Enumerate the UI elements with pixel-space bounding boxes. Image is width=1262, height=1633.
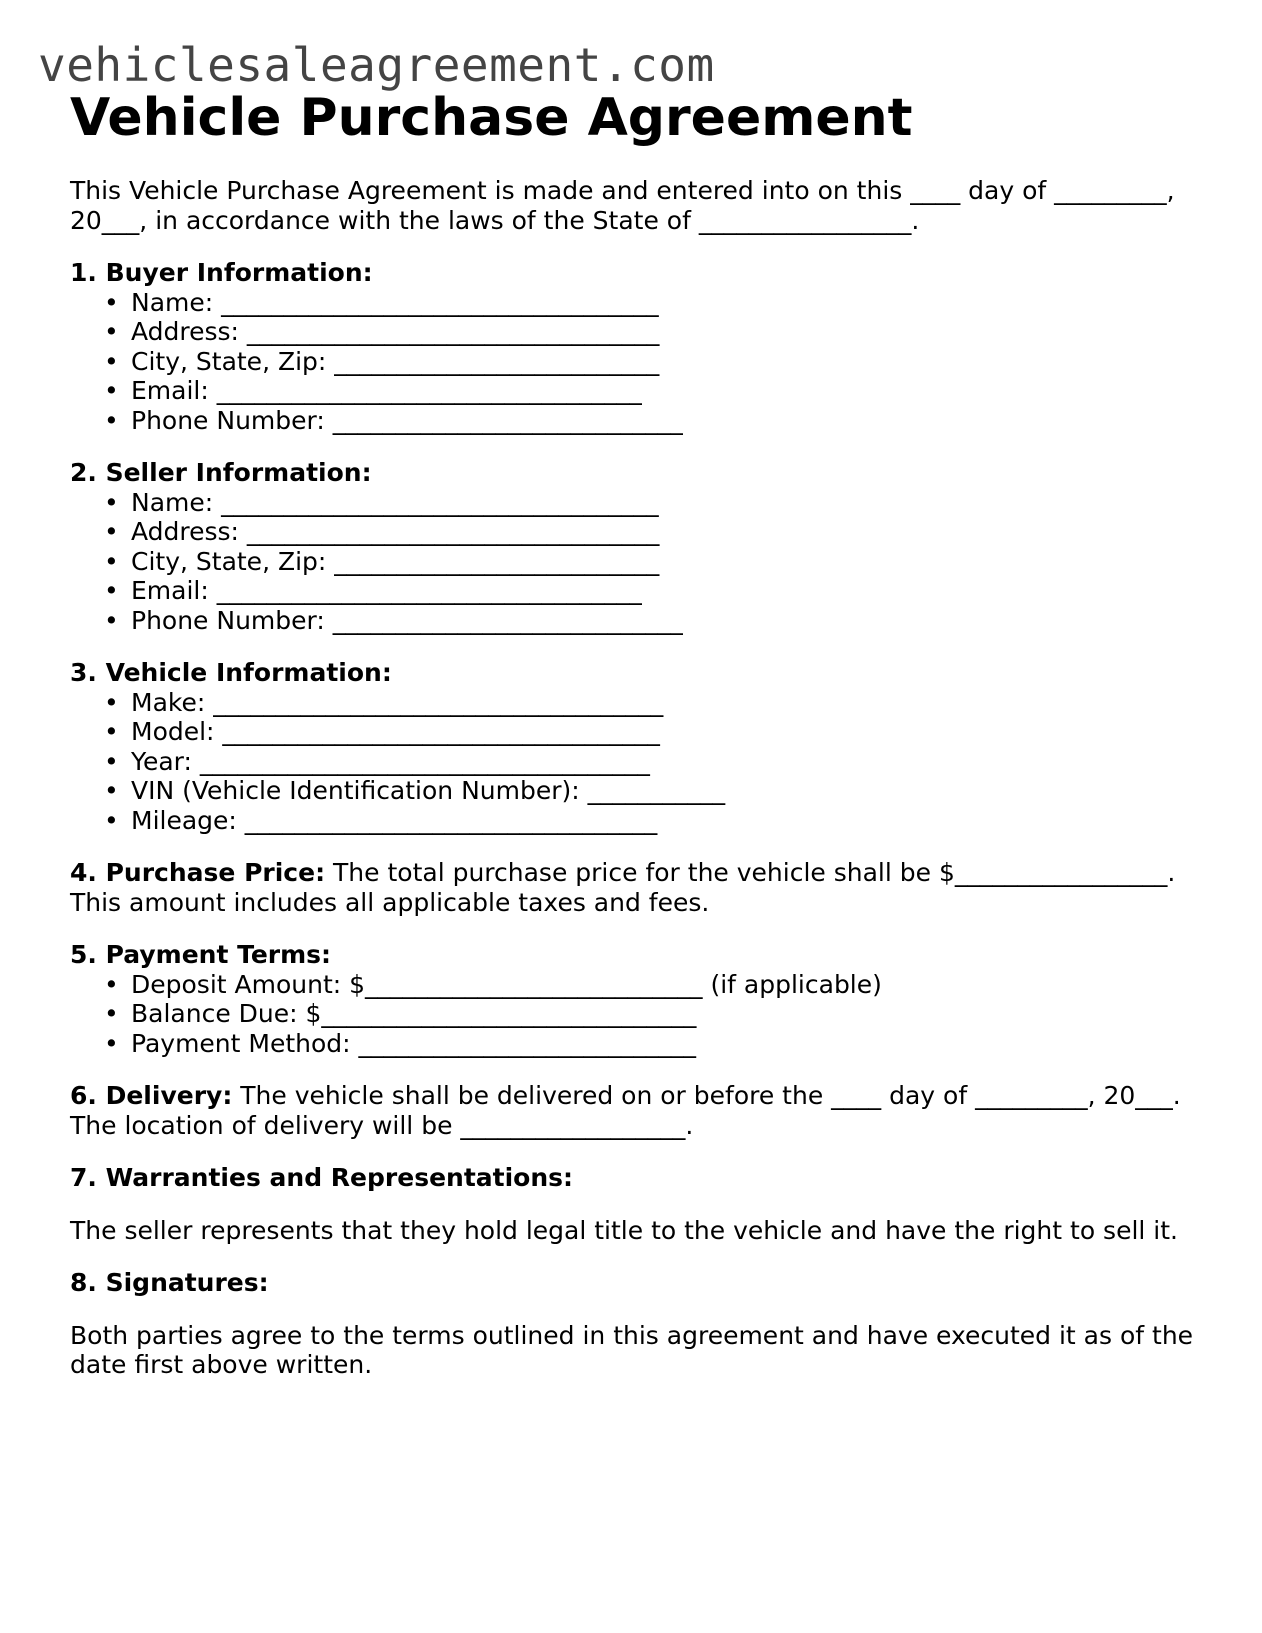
buyer-address-field[interactable] <box>70 317 1200 347</box>
delivery-date-text[interactable]: The vehicle shall be delivered on or before the ____ day of _________, 20___. <box>232 1081 1181 1110</box>
field-label: Email: __________________________________ <box>131 576 642 605</box>
intro-paragraph <box>70 176 1200 235</box>
seller-field-list <box>70 488 1200 636</box>
delivery-heading: 6. Delivery: <box>70 1081 233 1110</box>
signatures-line-1: Both parties agree to the terms outlined in this agreement and have executed it as of the <box>70 1320 1194 1350</box>
vehicle-mileage-field[interactable] <box>70 806 1200 836</box>
signatures-paragraph <box>70 1321 1200 1380</box>
purchase-price-section <box>70 858 1200 917</box>
field-label: City, State, Zip: __________________________ <box>131 546 660 576</box>
field-label: Model: ___________________________________ <box>131 717 660 746</box>
payment-field-list <box>70 970 1200 1059</box>
field-label: City, State, Zip: __________________________ <box>131 346 660 376</box>
bullet: • <box>104 487 119 517</box>
buyer-name-field[interactable] <box>70 288 1200 318</box>
seller-address-field[interactable] <box>70 517 1200 547</box>
field-label: Year: ____________________________________ <box>131 746 650 776</box>
bullet: • <box>104 746 119 776</box>
vehicle-make-field[interactable] <box>70 688 1200 718</box>
bullet: • <box>104 546 119 576</box>
bullet: • <box>104 517 119 546</box>
bullet: • <box>104 805 119 835</box>
bullet: • <box>104 287 119 317</box>
signatures-section-heading: 8. Signatures: <box>70 1268 269 1297</box>
payment-method-field[interactable] <box>70 1029 1200 1059</box>
bullet: • <box>104 1028 119 1058</box>
bullet: • <box>104 376 119 405</box>
vehicle-section-heading: 3. Vehicle Information: <box>70 658 392 687</box>
bullet: • <box>104 576 119 605</box>
purchase-price-line-2: This amount includes all applicable taxes and fees. <box>70 887 710 917</box>
field-label: Name: ___________________________________ <box>131 487 659 517</box>
delivery-section <box>70 1081 1200 1140</box>
bullet: • <box>104 776 119 805</box>
bullet: • <box>104 605 119 635</box>
purchase-price-heading: 4. Purchase Price: <box>70 858 326 887</box>
warranties-section-heading: 7. Warranties and Representations: <box>70 1163 574 1192</box>
purchase-price-text[interactable]: The total purchase price for the vehicle shall be $_________________. <box>325 858 1176 887</box>
intro-line-2: 20___, in accordance with the laws of the State of _________________. <box>70 205 920 235</box>
delivery-line-1 <box>70 1081 1200 1111</box>
seller-section-heading: 2. Seller Information: <box>70 458 372 487</box>
signatures-line-2: date first above written. <box>70 1350 373 1379</box>
field-label: Payment Method: ___________________________ <box>131 1028 697 1058</box>
document-title: Vehicle Purchase Agreement <box>70 88 913 148</box>
field-label: Name: ___________________________________ <box>131 287 659 317</box>
vehicle-field-list <box>70 688 1200 836</box>
seller-name-field[interactable] <box>70 488 1200 518</box>
field-label: Phone Number: ____________________________ <box>131 605 683 635</box>
field-label: VIN (Vehicle Identification Number): ___________ <box>131 776 726 805</box>
buyer-phone-field[interactable] <box>70 406 1200 436</box>
field-label: Deposit Amount: $___________________________ (if applicable) <box>131 969 882 999</box>
field-label: Address: _________________________________ <box>131 317 660 346</box>
delivery-location-text[interactable]: The location of delivery will be __________________. <box>70 1110 694 1140</box>
vehicle-year-field[interactable] <box>70 747 1200 777</box>
field-label: Phone Number: ____________________________ <box>131 405 683 435</box>
field-label: Make: ____________________________________ <box>131 687 664 717</box>
seller-city-state-zip-field[interactable] <box>70 547 1200 577</box>
deposit-amount-field[interactable] <box>70 970 1200 1000</box>
buyer-section-heading: 1. Buyer Information: <box>70 258 373 287</box>
bullet: • <box>104 687 119 717</box>
site-watermark: vehiclesaleagreement.com <box>38 38 715 92</box>
bullet: • <box>104 346 119 376</box>
field-label: Balance Due: $______________________________ <box>131 999 697 1028</box>
vehicle-vin-field[interactable] <box>70 776 1200 806</box>
buyer-field-list <box>70 288 1200 436</box>
field-label: Address: _________________________________ <box>131 517 660 546</box>
buyer-city-state-zip-field[interactable] <box>70 347 1200 377</box>
bullet: • <box>104 969 119 999</box>
purchase-price-line-1 <box>70 858 1200 888</box>
seller-email-field[interactable] <box>70 576 1200 606</box>
bullet: • <box>104 717 119 746</box>
seller-phone-field[interactable] <box>70 606 1200 636</box>
vehicle-model-field[interactable] <box>70 717 1200 747</box>
bullet: • <box>104 317 119 346</box>
payment-section-heading: 5. Payment Terms: <box>70 940 332 969</box>
warranties-text: The seller represents that they hold legal title to the vehicle and have the right to sell it. <box>70 1215 1178 1245</box>
buyer-email-field[interactable] <box>70 376 1200 406</box>
agreement-document <box>70 86 1200 1380</box>
bullet: • <box>104 405 119 435</box>
balance-due-field[interactable] <box>70 999 1200 1029</box>
field-label: Mileage: _________________________________ <box>131 805 658 835</box>
bullet: • <box>104 999 119 1028</box>
field-label: Email: __________________________________ <box>131 376 642 405</box>
intro-line-1: This Vehicle Purchase Agreement is made and entered into on this ____ day of _________, <box>70 176 1175 205</box>
